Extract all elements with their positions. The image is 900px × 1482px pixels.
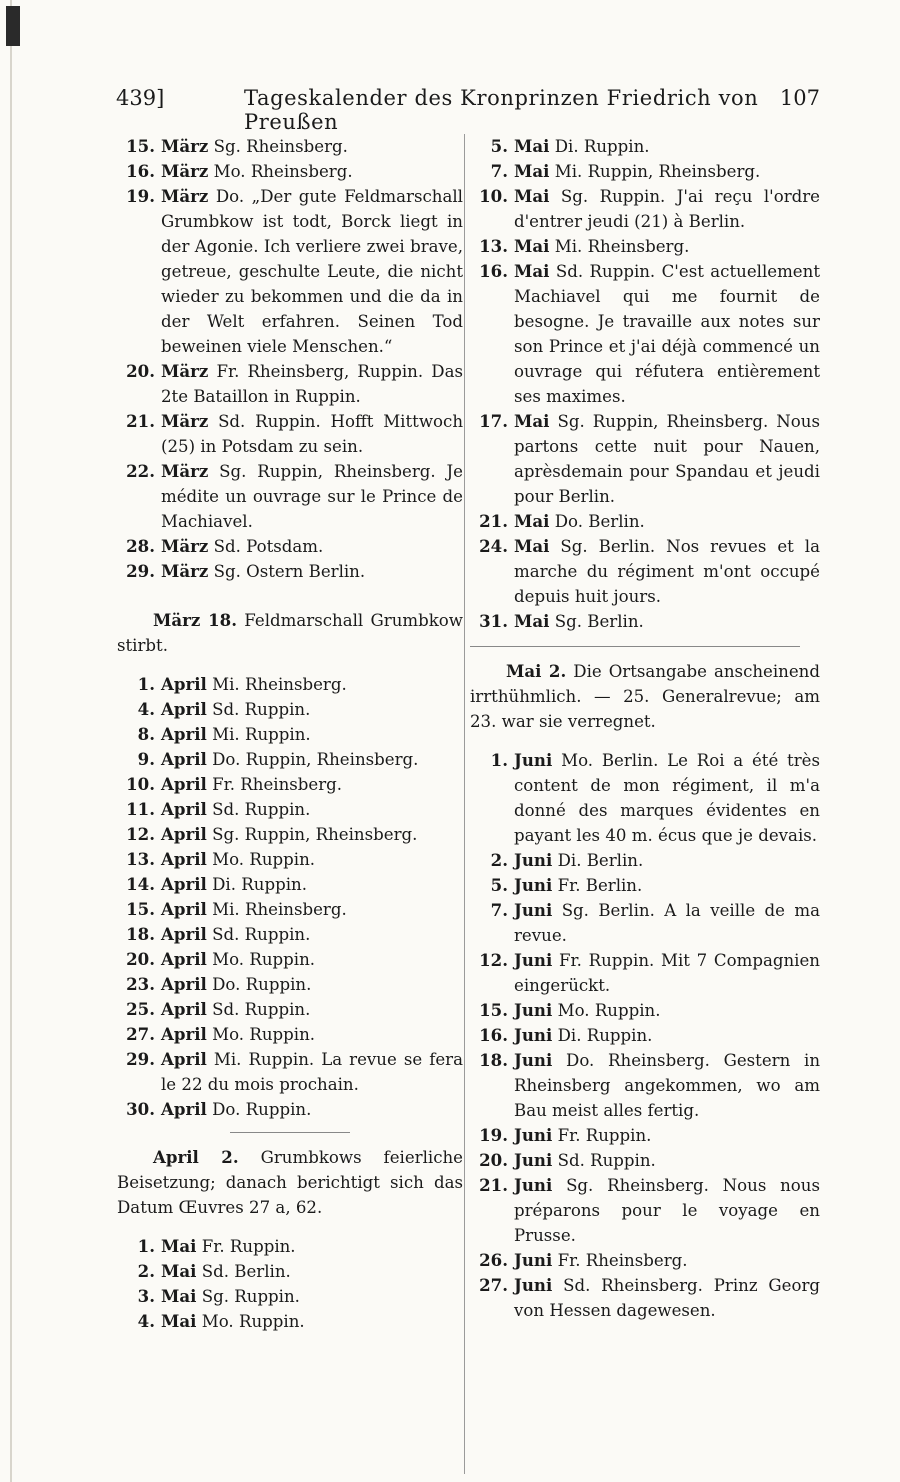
entry-body: [514, 898, 820, 948]
day-number: 10.: [479, 186, 508, 206]
month-name: Juni: [514, 1125, 553, 1145]
entry-body: [514, 1173, 820, 1248]
entry-text: Mo. Ruppin.: [212, 850, 316, 869]
entry-body: [161, 1047, 463, 1097]
entry-text: Fr. Ruppin.: [201, 1237, 296, 1256]
entry-text: Sg. Ruppin.: [201, 1287, 300, 1306]
entry-text: Sg. Berlin. Nos revues et la marche du régiment m'ont occupé depuis huit jours.: [514, 537, 820, 606]
entry-body: [514, 998, 820, 1023]
calendar-entry: [117, 159, 463, 184]
calendar-entry: [470, 998, 820, 1023]
day-number: 21.: [126, 411, 155, 431]
entry-body: [514, 259, 820, 409]
day-number: 15.: [479, 1000, 508, 1020]
calendar-entry: [117, 1022, 463, 1047]
entry-body: [161, 359, 463, 409]
marginal-page-ref: 439]: [116, 86, 165, 110]
day-number: 3.: [137, 1286, 155, 1306]
entry-body: [161, 1309, 463, 1334]
month-name: April: [161, 674, 207, 694]
entry-text: Mi. Rheinsberg.: [212, 900, 347, 919]
day-number: 29.: [126, 561, 155, 581]
month-name: Juni: [514, 1250, 553, 1270]
month-name: Mai: [514, 511, 550, 531]
entry-text: Do. Rheinsberg. Gestern in Rheinsberg angekommen, wo am Bau meist alles fertig.: [514, 1051, 821, 1120]
april-entries: [117, 672, 463, 1122]
calendar-entry: [117, 747, 463, 772]
day-number: 19.: [479, 1125, 508, 1145]
running-title: Tageskalender des Kronprinzen Friedrich von Preußen: [244, 86, 759, 134]
calendar-entry: [117, 409, 463, 459]
entry-text: Di. Ruppin.: [212, 875, 307, 894]
day-number: 4.: [137, 1311, 155, 1331]
calendar-entry: [470, 609, 820, 634]
entry-text: Fr. Ruppin. Mit 7 Compagnien eingerückt.: [514, 951, 820, 995]
month-name: Juni: [514, 1025, 553, 1045]
entry-text: Fr. Ruppin.: [557, 1126, 652, 1145]
entry-body: [514, 948, 820, 998]
calendar-entry: [470, 898, 820, 948]
month-name: April: [161, 924, 207, 944]
calendar-entry: [117, 1259, 463, 1284]
month-name: Juni: [514, 875, 553, 895]
day-number: 5.: [490, 136, 508, 156]
calendar-entry: [470, 1148, 820, 1173]
month-name: Juni: [514, 750, 553, 770]
entry-body: [514, 409, 820, 509]
calendar-entry: [117, 1047, 463, 1097]
entry-text: Sg. Ruppin, Rheinsberg.: [212, 825, 418, 844]
calendar-entry: [117, 847, 463, 872]
month-name: Mai: [514, 186, 550, 206]
entry-body: [161, 847, 463, 872]
month-name: April: [161, 824, 207, 844]
entry-body: [161, 872, 463, 897]
calendar-entry: [117, 897, 463, 922]
day-number: 1.: [490, 750, 508, 770]
day-number: 9.: [137, 749, 155, 769]
month-name: Mai: [514, 611, 550, 631]
day-number: 15.: [126, 899, 155, 919]
entry-body: [514, 1123, 820, 1148]
calendar-entry: [470, 409, 820, 509]
entry-body: [161, 134, 463, 159]
entry-body: [514, 1273, 820, 1323]
day-number: 13.: [479, 236, 508, 256]
entry-text: Sg. Rheinsberg.: [213, 137, 348, 156]
entry-body: [514, 234, 820, 259]
entry-body: [161, 184, 463, 359]
month-name: Juni: [514, 900, 553, 920]
entry-text: Mo. Ruppin.: [212, 1025, 316, 1044]
entry-text: Sd. Ruppin.: [557, 1151, 656, 1170]
entry-body: [514, 848, 820, 873]
left-column: [117, 134, 463, 1334]
calendar-entry: [117, 722, 463, 747]
day-number: 5.: [490, 875, 508, 895]
entry-text: Sg. Rheinsberg. Nous nous préparons pour le voyage en Prusse.: [514, 1176, 820, 1245]
calendar-entry: [117, 772, 463, 797]
calendar-entry: [117, 872, 463, 897]
entry-text: Di. Ruppin.: [557, 1026, 653, 1045]
calendar-entry: [117, 922, 463, 947]
calendar-entry: [117, 822, 463, 847]
entry-body: [161, 772, 463, 797]
month-name: Juni: [514, 850, 553, 870]
entry-text: Sg. Ostern Berlin.: [213, 562, 366, 581]
day-number: 8.: [137, 724, 155, 744]
calendar-entry: [470, 184, 820, 234]
calendar-entry: [470, 234, 820, 259]
calendar-entry: [470, 748, 820, 848]
entry-body: [161, 1259, 463, 1284]
entry-text: Sg. Ruppin, Rheinsberg. Je médite un ouvrage sur le Prince de Machiavel.: [161, 462, 463, 531]
footnote-text: Die Ortsangabe anscheinend irrthühmlich. — 25. Generalrevue; am 23. war sie verregnet.: [470, 662, 820, 731]
calendar-entry: [117, 134, 463, 159]
day-number: 20.: [126, 949, 155, 969]
juni-entries: [470, 748, 820, 1323]
day-number: 4.: [137, 699, 155, 719]
day-number: 12.: [126, 824, 155, 844]
calendar-entry: [117, 459, 463, 534]
entry-body: [161, 1097, 463, 1122]
month-name: April: [161, 699, 207, 719]
month-name: April: [161, 749, 207, 769]
month-name: April: [161, 849, 207, 869]
month-name: April: [161, 724, 207, 744]
entry-body: [514, 873, 820, 898]
entry-body: [161, 159, 463, 184]
month-name: Mai: [161, 1236, 197, 1256]
entry-text: Mo. Berlin. Le Roi a été très content de mon régiment, il m'a donné des marques évidentes en payant les 40 m. écus que je devais.: [514, 751, 820, 845]
day-number: 7.: [490, 900, 508, 920]
day-number: 2.: [490, 850, 508, 870]
month-name: Mai: [161, 1261, 197, 1281]
month-name: April: [161, 899, 207, 919]
month-name: April: [161, 1049, 207, 1069]
day-number: 29.: [126, 1049, 155, 1069]
maerz-footnote: [117, 608, 463, 658]
day-number: 26.: [479, 1250, 508, 1270]
entry-text: Mi. Rheinsberg.: [212, 675, 347, 694]
calendar-entry: [470, 134, 820, 159]
entry-body: [514, 159, 820, 184]
calendar-entry: [470, 1123, 820, 1148]
calendar-entry: [470, 848, 820, 873]
month-name: Juni: [514, 1175, 553, 1195]
entry-text: Do. Ruppin.: [212, 1100, 312, 1119]
calendar-entry: [117, 797, 463, 822]
entry-text: Sd. Ruppin.: [212, 700, 311, 719]
month-name: April: [161, 774, 207, 794]
entry-body: [514, 509, 820, 534]
entry-body: [161, 922, 463, 947]
section-rule: [470, 646, 800, 647]
day-number: 27.: [479, 1275, 508, 1295]
entry-text: Mi. Ruppin.: [212, 725, 311, 744]
entry-text: Mo. Ruppin.: [212, 950, 316, 969]
day-number: 11.: [126, 799, 155, 819]
day-number: 27.: [126, 1024, 155, 1044]
entry-text: Do. Berlin.: [554, 512, 645, 531]
day-number: 1.: [137, 674, 155, 694]
month-name: März: [161, 411, 209, 431]
day-number: 12.: [479, 950, 508, 970]
section-rule: [230, 1132, 350, 1133]
entry-body: [514, 184, 820, 234]
page-number: 107: [779, 86, 820, 110]
month-name: Juni: [514, 950, 553, 970]
day-number: 24.: [479, 536, 508, 556]
entry-body: [514, 134, 820, 159]
month-name: Juni: [514, 1275, 553, 1295]
day-number: 30.: [126, 1099, 155, 1119]
day-number: 17.: [479, 411, 508, 431]
calendar-entry: [117, 534, 463, 559]
month-name: April: [161, 799, 207, 819]
entry-body: [161, 722, 463, 747]
month-name: Juni: [514, 1000, 553, 1020]
calendar-entry: [470, 509, 820, 534]
month-name: Juni: [514, 1150, 553, 1170]
entry-text: Mi. Rheinsberg.: [554, 237, 690, 256]
calendar-entry: [470, 1173, 820, 1248]
day-number: 19.: [126, 186, 155, 206]
calendar-entry: [470, 873, 820, 898]
right-column: [470, 134, 820, 1323]
binding-mark: [6, 6, 20, 46]
entry-text: Mo. Ruppin.: [201, 1312, 305, 1331]
mai-entries: [117, 1234, 463, 1334]
day-number: 16.: [479, 261, 508, 281]
month-name: März: [161, 136, 209, 156]
calendar-entry: [470, 948, 820, 998]
entry-text: Sg. Berlin. A la veille de ma revue.: [514, 901, 820, 945]
calendar-entry: [117, 1097, 463, 1122]
day-number: 2.: [137, 1261, 155, 1281]
month-name: April: [161, 999, 207, 1019]
day-number: 31.: [479, 611, 508, 631]
entry-text: Sd. Ruppin.: [212, 925, 311, 944]
maerz-entries: [117, 134, 463, 584]
calendar-entry: [470, 534, 820, 609]
month-name: Mai: [514, 411, 550, 431]
entry-text: Fr. Rheinsberg.: [212, 775, 343, 794]
entry-text: Fr. Rheinsberg, Ruppin. Das 2te Bataillon in Ruppin.: [161, 362, 463, 406]
entry-body: [161, 822, 463, 847]
entry-text: Do. Ruppin, Rheinsberg.: [212, 750, 419, 769]
entry-text: Mo. Rheinsberg.: [213, 162, 353, 181]
day-number: 16.: [479, 1025, 508, 1045]
entry-body: [161, 559, 463, 584]
day-number: 13.: [126, 849, 155, 869]
entry-body: [161, 1022, 463, 1047]
footnote-text: Grumbkows feierliche Beisetzung; danach berichtigt sich das Datum Œuvres 27 a, 62.: [117, 1148, 463, 1217]
running-header: [116, 86, 820, 134]
month-name: Mai: [514, 161, 550, 181]
month-name: April: [161, 974, 207, 994]
entry-body: [161, 947, 463, 972]
day-number: 7.: [490, 161, 508, 181]
day-number: 21.: [479, 511, 508, 531]
entry-text: Sg. Berlin.: [554, 612, 644, 631]
entry-body: [161, 697, 463, 722]
day-number: 23.: [126, 974, 155, 994]
entry-body: [514, 1148, 820, 1173]
day-number: 20.: [479, 1150, 508, 1170]
column-divider: [464, 134, 465, 1474]
calendar-entry: [117, 1284, 463, 1309]
april-footnote: [117, 1145, 463, 1220]
month-name: März: [161, 161, 209, 181]
day-number: 10.: [126, 774, 155, 794]
entry-body: [161, 897, 463, 922]
entry-text: Sd. Potsdam.: [213, 537, 324, 556]
calendar-entry: [470, 259, 820, 409]
entry-body: [161, 997, 463, 1022]
entry-text: Di. Ruppin.: [554, 137, 650, 156]
calendar-entry: [117, 997, 463, 1022]
entry-body: [514, 609, 820, 634]
day-number: 21.: [479, 1175, 508, 1195]
entry-body: [161, 747, 463, 772]
month-name: März: [161, 461, 209, 481]
entry-text: Fr. Berlin.: [557, 876, 643, 895]
month-name: Mai: [161, 1311, 197, 1331]
calendar-entry: [470, 1048, 820, 1123]
month-name: März: [161, 561, 209, 581]
entry-body: [514, 748, 820, 848]
footnote-text: Feldmarschall Grumbkow stirbt.: [117, 611, 463, 655]
calendar-entry: [117, 947, 463, 972]
entry-body: [161, 1284, 463, 1309]
entry-text: Sd. Ruppin. C'est actuellement Machiavel qui me fournit de besogne. Je travaille aux notes sur son Prince et j'ai déjà commencé un ouvrage qui réfutera entièrement ses maximes.: [514, 262, 820, 406]
calendar-entry: [117, 1309, 463, 1334]
calendar-entry: [117, 559, 463, 584]
entry-body: [161, 459, 463, 534]
month-name: April: [161, 949, 207, 969]
entry-body: [514, 1023, 820, 1048]
entry-text: Mi. Ruppin. La revue se fera le 22 du mois prochain.: [161, 1050, 463, 1094]
entry-text: Sd. Rheinsberg. Prinz Georg von Hessen dagewesen.: [514, 1276, 821, 1320]
month-name: April: [161, 874, 207, 894]
entry-text: Sg. Ruppin, Rheinsberg. Nous partons cette nuit pour Nauen, aprèsdemain pour Spandau et jeudi pour Berlin.: [514, 412, 820, 506]
entry-body: [161, 409, 463, 459]
day-number: 14.: [126, 874, 155, 894]
calendar-entry: [117, 972, 463, 997]
month-name: Mai: [514, 236, 550, 256]
day-number: 20.: [126, 361, 155, 381]
month-name: Mai: [161, 1286, 197, 1306]
entry-text: Do. Ruppin.: [212, 975, 312, 994]
entry-body: [161, 972, 463, 997]
entry-text: Sg. Ruppin. J'ai reçu l'ordre d'entrer jeudi (21) à Berlin.: [514, 187, 821, 231]
entry-body: [514, 1248, 820, 1273]
month-name: März: [161, 536, 209, 556]
entry-body: [514, 534, 820, 609]
footnote-date: April 2.: [153, 1147, 239, 1167]
entry-body: [161, 672, 463, 697]
calendar-entry: [117, 1234, 463, 1259]
month-name: April: [161, 1099, 207, 1119]
footnote-date: März 18.: [153, 610, 237, 630]
entry-text: Mo. Ruppin.: [557, 1001, 661, 1020]
binding-edge: [10, 0, 12, 1482]
mai-footnote: [470, 659, 820, 734]
calendar-entry: [117, 359, 463, 409]
entry-text: Sd. Ruppin. Hofft Mittwoch (25) in Potsdam zu sein.: [161, 412, 464, 456]
day-number: 15.: [126, 136, 155, 156]
day-number: 16.: [126, 161, 155, 181]
entry-text: Fr. Rheinsberg.: [557, 1251, 688, 1270]
day-number: 22.: [126, 461, 155, 481]
day-number: 25.: [126, 999, 155, 1019]
month-name: Juni: [514, 1050, 553, 1070]
calendar-entry: [470, 1023, 820, 1048]
entry-text: Do. „Der gute Feldmarschall Grumbkow ist todt, Borck liegt in der Agonie. Ich verliere zwei brave, getreue, geschulte Leute, die nicht wieder zu bekommen und die da in der Welt erfahren. Seinen Tod beweinen viele Menschen.“: [161, 187, 463, 356]
mai-entries: [470, 134, 820, 634]
entry-text: Sd. Ruppin.: [212, 1000, 311, 1019]
month-name: März: [161, 186, 209, 206]
calendar-entry: [470, 159, 820, 184]
month-name: Mai: [514, 536, 550, 556]
calendar-entry: [117, 697, 463, 722]
day-number: 28.: [126, 536, 155, 556]
day-number: 1.: [137, 1236, 155, 1256]
entry-text: Sd. Ruppin.: [212, 800, 311, 819]
entry-body: [161, 797, 463, 822]
calendar-entry: [117, 184, 463, 359]
entry-text: Di. Berlin.: [557, 851, 644, 870]
entry-text: Mi. Ruppin, Rheinsberg.: [554, 162, 761, 181]
day-number: 18.: [126, 924, 155, 944]
entry-body: [514, 1048, 820, 1123]
day-number: 18.: [479, 1050, 508, 1070]
month-name: Mai: [514, 136, 550, 156]
entry-body: [161, 1234, 463, 1259]
footnote-date: Mai 2.: [506, 661, 567, 681]
month-name: April: [161, 1024, 207, 1044]
calendar-entry: [117, 672, 463, 697]
calendar-entry: [470, 1248, 820, 1273]
calendar-entry: [470, 1273, 820, 1323]
month-name: März: [161, 361, 209, 381]
month-name: Mai: [514, 261, 550, 281]
entry-body: [161, 534, 463, 559]
entry-text: Sd. Berlin.: [201, 1262, 291, 1281]
